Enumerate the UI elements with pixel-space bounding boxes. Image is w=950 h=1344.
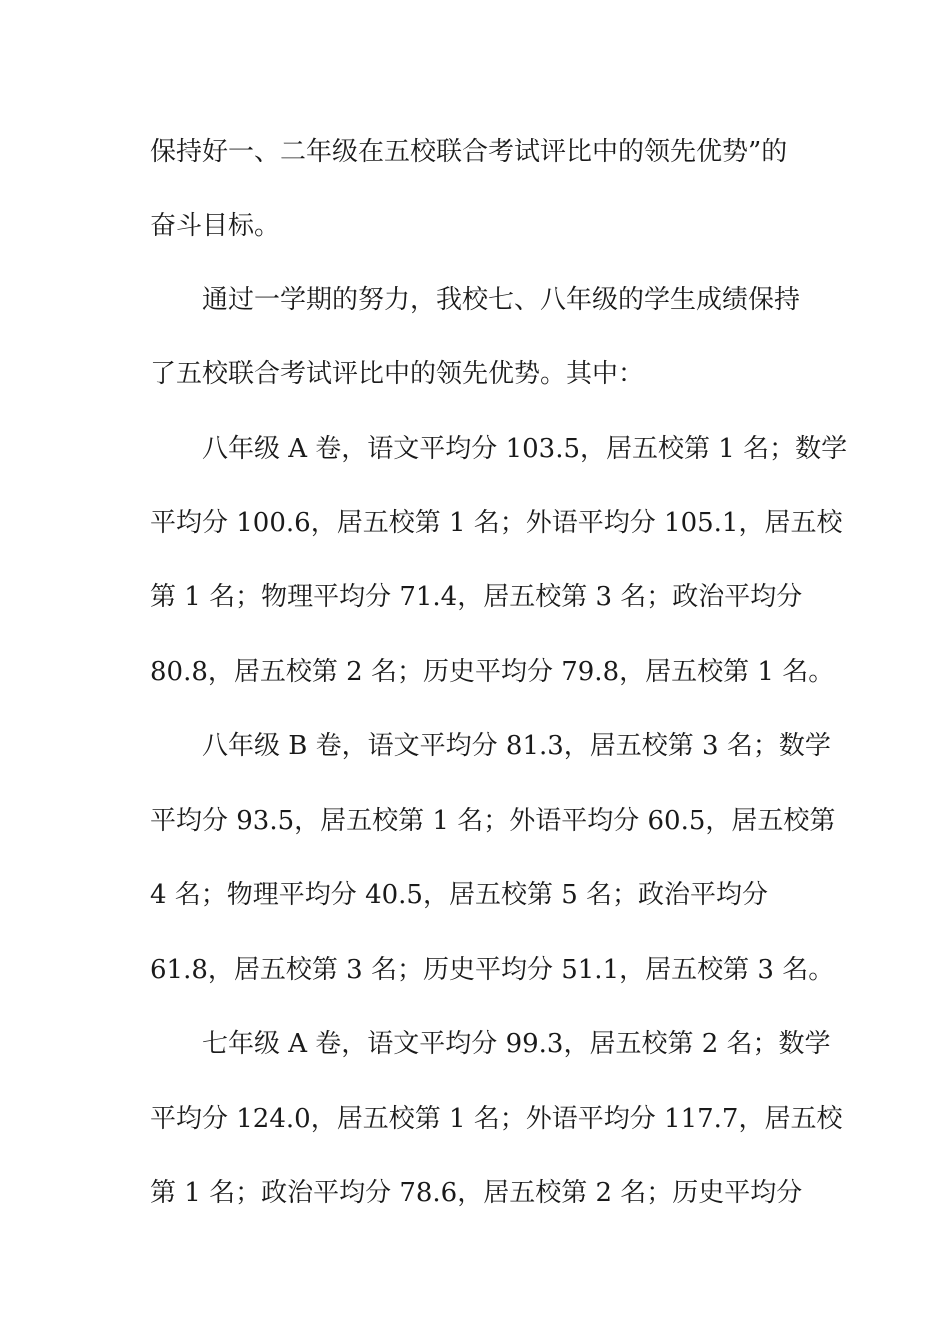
text-line: 4 名；物理平均分 40.5，居五校第 5 名；政治平均分 <box>150 880 769 910</box>
paragraph-start-line: 八年级 A 卷，语文平均分 103.5，居五校第 1 名；数学 <box>202 434 848 464</box>
text-line: 保持好一、二年级在五校联合考试评比中的领先优势”的 <box>150 137 788 167</box>
paragraph-start-line: 七年级 A 卷，语文平均分 99.3，居五校第 2 名；数学 <box>202 1029 831 1059</box>
text-line: 平均分 93.5，居五校第 1 名；外语平均分 60.5，居五校第 <box>150 806 836 836</box>
text-line: 80.8，居五校第 2 名；历史平均分 79.8，居五校第 1 名。 <box>150 657 835 687</box>
paragraph-start-line: 八年级 B 卷，语文平均分 81.3，居五校第 3 名；数学 <box>202 731 831 761</box>
text-line: 平均分 124.0，居五校第 1 名；外语平均分 117.7，居五校 <box>150 1104 843 1134</box>
text-line: 61.8，居五校第 3 名；历史平均分 51.1，居五校第 3 名。 <box>150 955 835 985</box>
paragraph-start-line: 通过一学期的努力，我校七、八年级的学生成绩保持 <box>202 285 801 315</box>
text-line: 第 1 名；物理平均分 71.4，居五校第 3 名；政治平均分 <box>150 582 803 612</box>
text-line: 奋斗目标。 <box>150 211 281 241</box>
text-line: 第 1 名；政治平均分 78.6，居五校第 2 名；历史平均分 <box>150 1178 803 1208</box>
text-line: 了五校联合考试评比中的领先优势。其中： <box>150 359 645 389</box>
text-line: 平均分 100.6，居五校第 1 名；外语平均分 105.1，居五校 <box>150 508 843 538</box>
